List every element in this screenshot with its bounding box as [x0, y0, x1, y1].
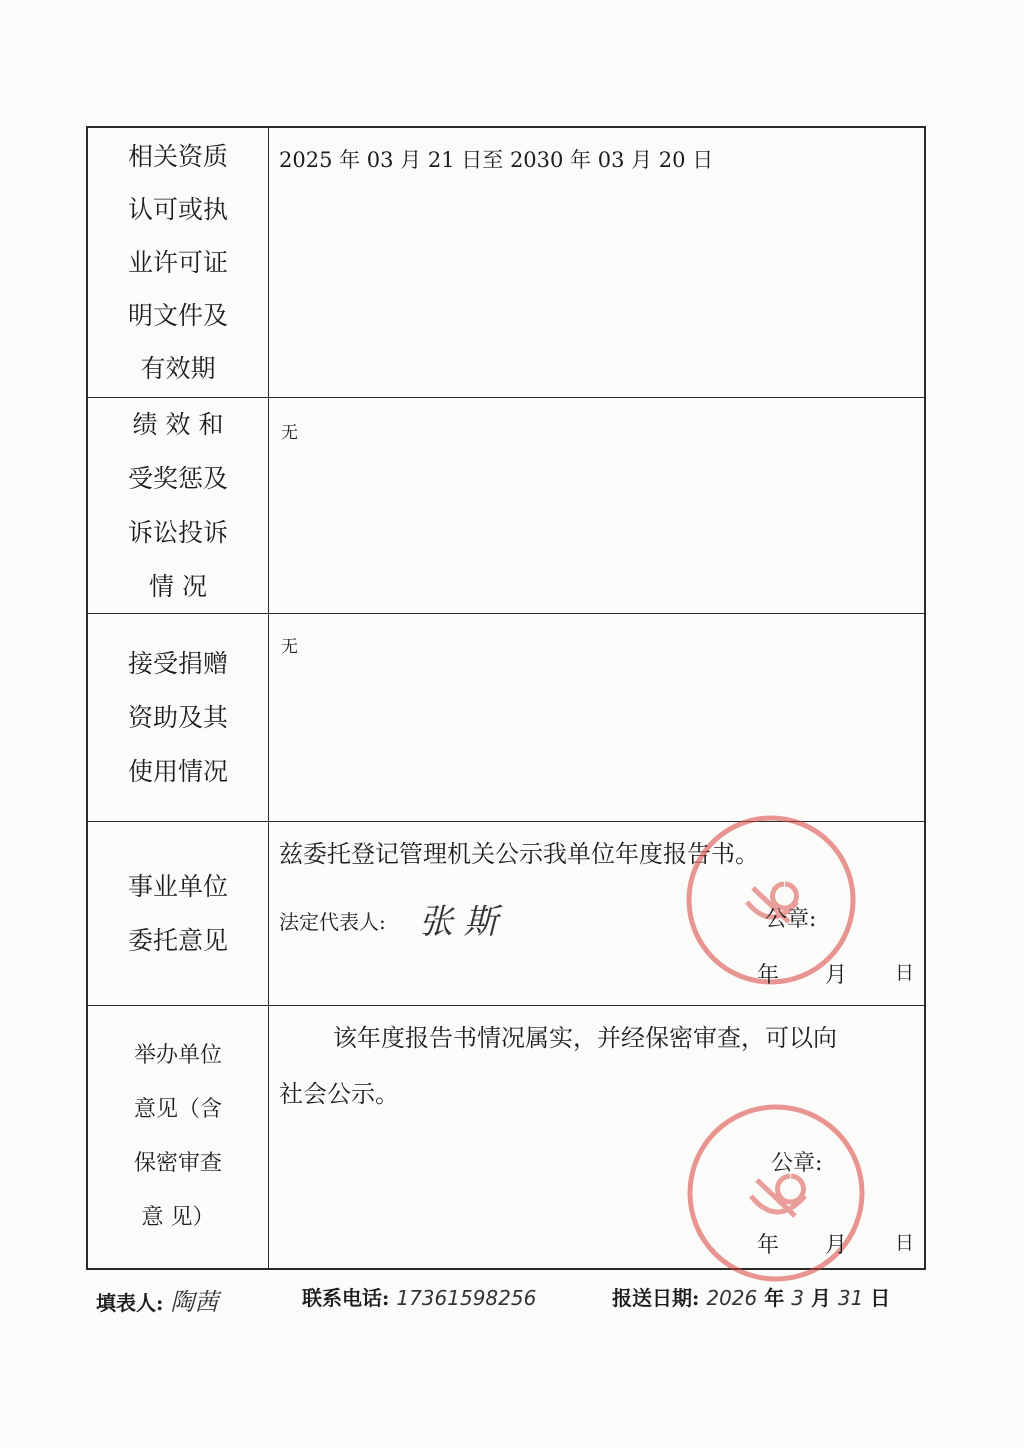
entrust-month-label: 月 [825, 963, 848, 988]
label-line: 明文件及 [127, 301, 228, 330]
date-day: 31 [837, 1286, 864, 1310]
row-performance [88, 398, 924, 614]
label-sponsor [88, 1006, 269, 1268]
footer-filler [96, 1282, 218, 1317]
donations-value: 无 [281, 637, 298, 657]
legal-rep-label: 法定代表人: [279, 910, 386, 934]
label-line: 委托意见 [127, 925, 228, 955]
qualification-validity: 2025 年 03 月 21 日至 2030 年 03 月 20 日 [279, 148, 714, 172]
sponsor-statement-line1: 该年度报告书情况属实，并经保密审查，可以向 [333, 1024, 837, 1052]
filler-label: 填表人: [96, 1291, 164, 1315]
label-line: 业许可证 [127, 248, 228, 277]
label-line: 绩 效 和 [132, 409, 224, 439]
performance-value: 无 [281, 423, 298, 443]
label-donations [88, 614, 269, 821]
sponsor-month-label: 月 [825, 1233, 848, 1258]
date-year: 2026 [706, 1286, 758, 1310]
entrust-day-label: 日 [895, 962, 915, 984]
phone-label: 联系电话: [302, 1286, 390, 1310]
phone-value: 17361598256 [396, 1286, 537, 1310]
label-line: 资助及其 [127, 702, 228, 732]
label-line: 意见（含 [133, 1097, 222, 1122]
label-entrust [88, 822, 269, 1005]
label-line: 接受捐赠 [127, 648, 228, 678]
label-line: 意 见） [141, 1205, 215, 1230]
label-line: 认可或执 [127, 195, 228, 224]
date-year-label: 年 [764, 1286, 785, 1310]
sponsor-year-label: 年 [757, 1233, 780, 1258]
label-line: 诉讼投诉 [127, 517, 228, 547]
date-month-label: 月 [810, 1286, 831, 1310]
label-line: 举办单位 [133, 1043, 222, 1068]
row-sponsor [88, 1006, 924, 1268]
entrust-statement: 兹委托登记管理机关公示我单位年度报告书。 [279, 840, 759, 868]
label-line: 受奖惩及 [127, 463, 228, 493]
row-entrust [88, 822, 924, 1006]
footer-phone [302, 1282, 536, 1311]
footer-date [612, 1282, 890, 1311]
date-day-label: 日 [870, 1286, 891, 1310]
sponsor-statement-line2: 社会公示。 [279, 1080, 399, 1108]
label-line: 情 况 [149, 571, 207, 601]
date-month: 3 [791, 1286, 804, 1310]
row-donations [88, 614, 924, 822]
label-line: 相关资质 [127, 142, 228, 171]
legal-rep-signature: 张 斯 [419, 902, 498, 942]
label-line: 有效期 [140, 354, 216, 383]
label-line: 事业单位 [127, 871, 228, 901]
sponsor-day-label: 日 [895, 1232, 915, 1254]
label-line: 保密审查 [133, 1151, 222, 1176]
filler-signature: 陶茜 [170, 1288, 219, 1316]
label-qualification [88, 128, 269, 397]
date-label: 报送日期: [612, 1286, 700, 1310]
seal-label-entrust: 公章: [765, 907, 817, 932]
seal-stamp-sponsor [681, 1098, 871, 1288]
row-qualification [88, 128, 924, 398]
label-performance [88, 398, 269, 613]
entrust-year-label: 年 [757, 963, 780, 988]
seal-label-sponsor: 公章: [771, 1151, 823, 1176]
report-table [86, 126, 926, 1270]
label-line: 使用情况 [127, 756, 228, 786]
